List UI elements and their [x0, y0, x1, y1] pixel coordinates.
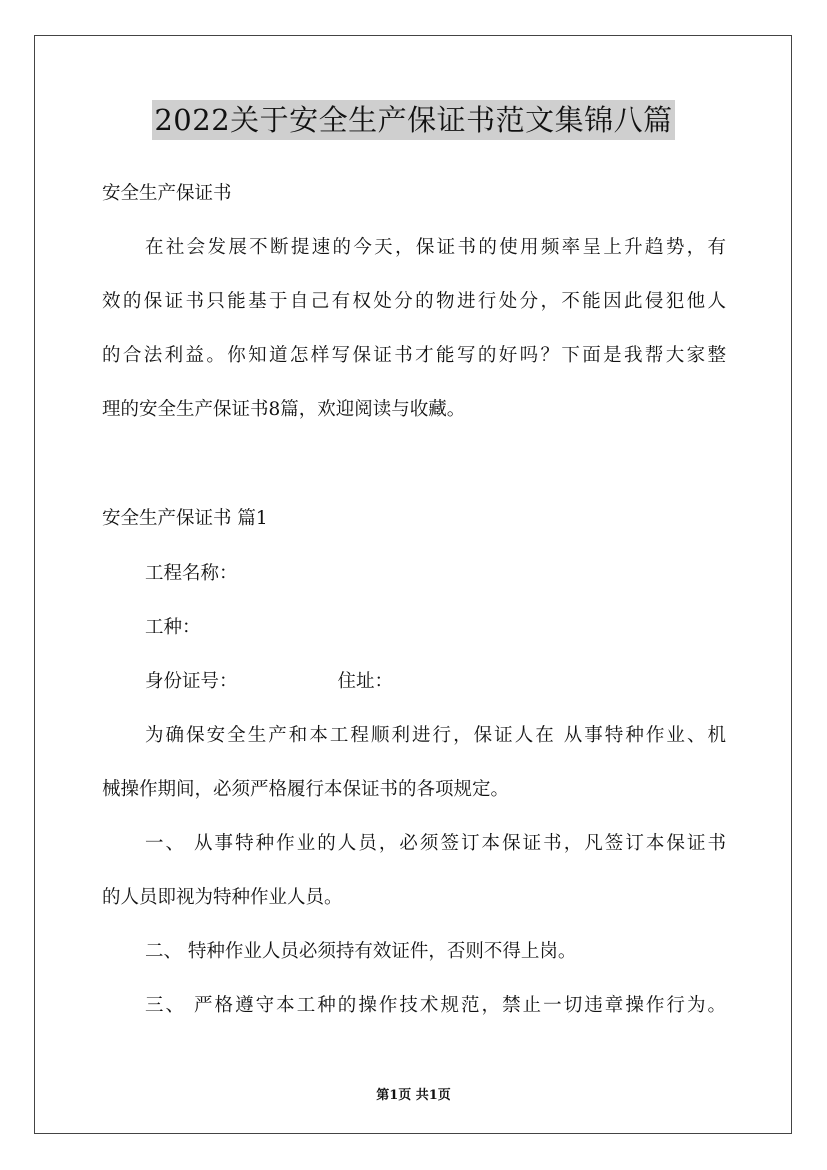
id-number-field: 身份证号： [145, 671, 238, 692]
clause-1-line-1: 一、 从事特种作业的人员，必须签订本保证书，凡签订本保证书 [145, 833, 726, 854]
body-line-1: 为确保安全生产和本工程顺利进行，保证人在 从事特种作业、机 [145, 725, 726, 746]
work-type-field: 工种： [145, 617, 201, 638]
clause-2: 二、 特种作业人员必须持有效证件，否则不得上岗。 [145, 941, 577, 962]
section-heading: 安全生产保证书 [102, 183, 232, 204]
address-field: 住址： [337, 671, 394, 692]
intro-line-2: 效的保证书只能基于自己有权处分的物进行处分，不能因此侵犯他人 [102, 291, 726, 312]
project-name-field: 工程名称： [145, 563, 238, 584]
clause-3: 三、 严格遵守本工种的操作技术规范，禁止一切违章操作行为。 [145, 995, 726, 1016]
document-title: 2022关于安全生产保证书范文集锦八篇 [152, 100, 674, 140]
intro-line-4: 理的安全生产保证书8篇，欢迎阅读与收藏。 [102, 399, 466, 420]
id-address-row [145, 670, 393, 694]
body-line-2: 械操作期间，必须严格履行本保证书的各项规定。 [102, 779, 510, 800]
intro-line-1: 在社会发展不断提速的今天，保证书的使用频率呈上升趋势，有 [145, 237, 726, 258]
intro-line-3: 的合法利益。你知道怎样写保证书才能写的好吗？下面是我帮大家整 [102, 345, 726, 366]
part1-heading: 安全生产保证书 篇1 [102, 508, 268, 529]
page-footer: 第1页 共1页 [376, 1088, 451, 1103]
title-container [0, 100, 827, 140]
clause-1-line-2: 的人员即视为特种作业人员。 [102, 887, 343, 908]
